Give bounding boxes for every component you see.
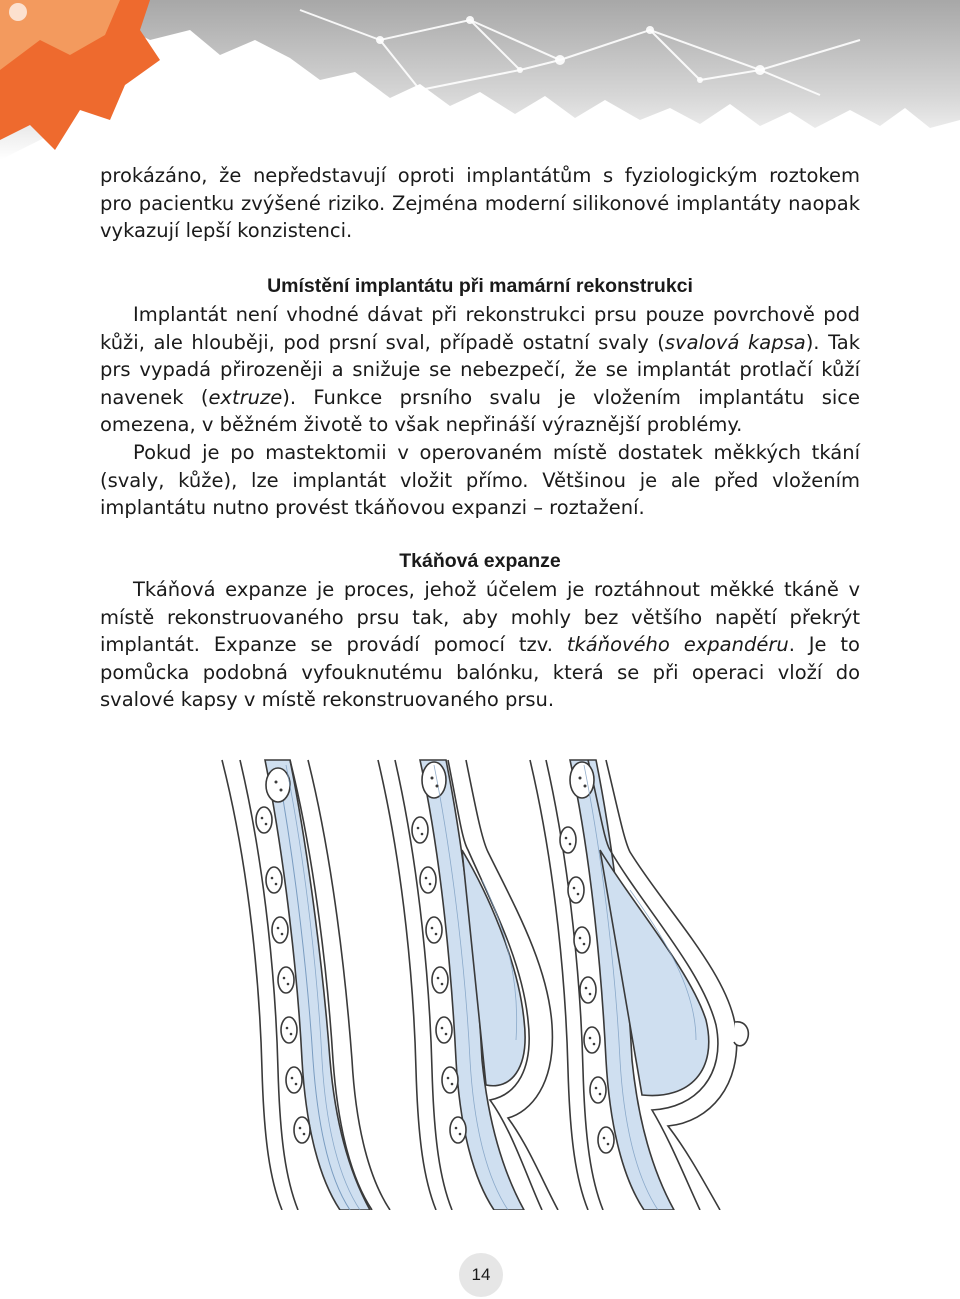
tissue-expansion-illustration <box>190 740 770 1210</box>
tissue-expansion-paragraph: Tkáňová expanze je proces, jehož účelem je roztáhnout měkké tkáně v místě rekonstruovaného prsu tak, aby mohly bez většího napětí překrýt implantát. Expanze se provádí pomocí tzv. tkáňového expandéru. Je to pomůcka podobná vyfouknutému balónku, která se při operaci vloží do svalové kapsy v místě rekonstruovaného prsu. <box>100 578 860 711</box>
direct-implant-paragraph: Pokud je po mastektomii v operovaném místě dostatek měkkých tkání (svaly, kůže), lze implantát vložit přímo. Většinou je ale před vložením implantátu nutno provést tkáňovou expanzi – roztažení. <box>100 441 860 519</box>
section-heading-implant-placement: Umístění implantátu při mamární rekonstrukci <box>267 275 693 297</box>
header-decoration <box>0 0 960 160</box>
stage-2-figure <box>378 760 558 1210</box>
page-number: 14 <box>459 1253 503 1297</box>
stage-3-figure <box>530 760 748 1210</box>
intro-paragraph: prokázáno, že nepředstavují oproti implantátům s fyziologickým roztokem pro pacientku zvýšené riziko. Zejména moderní silikonové implantáty naopak vykazují lepší konzistenci. <box>100 164 860 242</box>
section-heading-tissue-expansion: Tkáňová expanze <box>399 550 561 572</box>
flower-icon <box>0 0 160 150</box>
implant-placement-paragraph: Implantát není vhodné dávat při rekonstrukci prsu pouze povrchově pod kůži, ale hlouběji, pod prsní sval, případě ostatní svaly (svalová kapsa). Tak prs vypadá přirozeněji a snižuje se nebezpečí, že se implantát protlačí kůží navenek (extruze). Funkce prsního svalu je vložením implantátu sice omezena, v běžném životě to však nepřináší výraznější problémy. <box>100 303 860 436</box>
stage-1-figure <box>222 760 390 1210</box>
